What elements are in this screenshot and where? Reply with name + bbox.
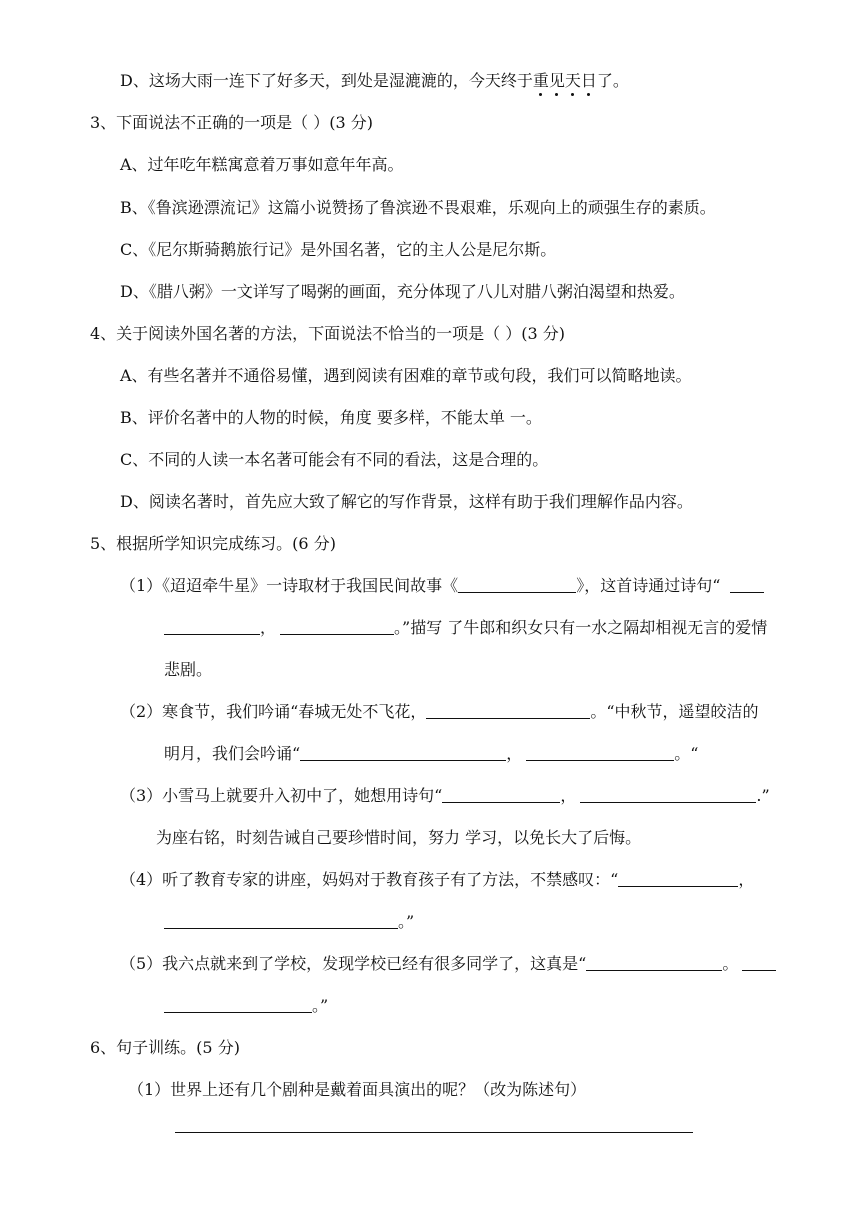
q5-item-5 — [120, 954, 776, 974]
q5-item-1-cont — [164, 618, 767, 638]
q5-item-1-end: 悲剧。 — [164, 660, 213, 679]
q4-option-d: D、阅读名著时，首先应大致了解它的写作背景，这样有助于我们理解作品内容。 — [120, 492, 693, 511]
q5-item-4-text: （4）听了教育专家的讲座，妈妈对于教育孩子有了方法，不禁感叹：“ — [120, 870, 619, 889]
fill-blank[interactable] — [586, 954, 722, 971]
emphasis-char: 日 — [580, 71, 597, 90]
q5-item-1-text: （1）《迢迢牵牛星》一诗取材于我国民间故事《 — [120, 576, 459, 595]
q3-option-a: A、过年吃年糕寓意着万事如意年年高。 — [120, 155, 404, 174]
q4-option-c: C、不同的人读一本名著可能会有不同的看法，这是合理的。 — [120, 450, 549, 469]
fill-blank[interactable] — [280, 618, 394, 635]
fill-blank[interactable] — [580, 786, 756, 803]
q3-option-c: C、《尼尔斯骑鹅旅行记》是外国名著，它的主人公是尼尔斯。 — [120, 240, 557, 259]
q4-option-a: A、有些名著并不通俗易懂，遇到阅读有困难的章节或句段，我们可以简略地读。 — [120, 366, 692, 385]
fill-blank[interactable] — [458, 576, 576, 593]
fill-blank[interactable] — [730, 576, 764, 593]
q5-item-2-text: 。“中秋节，遥望皎洁的 — [590, 702, 759, 721]
q6-item-1: （1）世界上还有几个剧种是戴着面具演出的呢？（改为陈述句） — [128, 1080, 587, 1099]
emphasis-char: 见 — [548, 71, 565, 90]
q5-item-1 — [120, 576, 764, 596]
q5-item-1-text: ， — [260, 618, 277, 637]
q5-item-3-text: .” — [756, 786, 770, 805]
q5-item-5-text: 。 — [722, 954, 739, 973]
q3-option-d: D、《腊八粥》一文详写了喝粥的画面，充分体现了八儿对腊八粥泊渴望和热爱。 — [120, 282, 685, 301]
q5-item-3 — [120, 786, 770, 806]
answer-line[interactable] — [175, 1132, 693, 1133]
q5-item-3-cont: 为座右铭，时刻告诫自己要珍惜时间，努力 学习，以免长大了后悔。 — [156, 828, 642, 847]
q5-item-1-text: 。”描写 了牛郎和织女只有一水之隔却相视无言的爱情 — [394, 618, 768, 637]
q5-item-2-cont — [164, 744, 698, 764]
q5-item-2-text: （2）寒食节，我们吟诵“春城无处不飞花， — [120, 702, 427, 721]
q5-item-2-text: 。“ — [674, 744, 699, 763]
fill-blank[interactable] — [442, 786, 560, 803]
fill-blank[interactable] — [526, 744, 674, 761]
q6-stem: 6、句子训练。(5 分) — [90, 1038, 240, 1057]
q2-option-d-text: D、这场大雨一连下了好多天，到处是湿漉漉的，今天终于 — [120, 71, 533, 90]
q5-item-4 — [120, 870, 754, 890]
q5-stem: 5、根据所学知识完成练习。(6 分) — [90, 534, 336, 553]
fill-blank[interactable] — [618, 870, 738, 887]
q5-item-3-text: ， — [560, 786, 577, 805]
q5-item-2-text: ， — [506, 744, 523, 763]
q3-option-b: B、《鲁滨逊漂流记》这篇小说赞扬了鲁滨逊不畏艰难，乐观向上的顽强生存的素质。 — [120, 198, 716, 217]
q5-item-5-cont — [164, 996, 328, 1016]
fill-blank[interactable] — [426, 702, 590, 719]
q4-option-b: B、评价名著中的人物的时候，角度 要多样，不能太单 一。 — [120, 408, 542, 427]
fill-blank[interactable] — [164, 996, 312, 1013]
q5-item-3-text: （3）小雪马上就要升入初中了，她想用诗句“ — [120, 786, 443, 805]
q5-item-4-text: ， — [738, 870, 755, 889]
q5-item-5-text: 。” — [312, 996, 329, 1015]
emphasis-char: 重 — [532, 71, 549, 90]
q5-item-2-text: 明月，我们会吟诵“ — [164, 744, 301, 763]
q4-stem: 4、关于阅读外国名著的方法，下面说法不恰当的一项是（ ）(3 分) — [90, 324, 566, 343]
fill-blank[interactable] — [742, 954, 776, 971]
q3-stem: 3、下面说法不正确的一项是（ ）(3 分) — [90, 113, 374, 132]
fill-blank[interactable] — [300, 744, 506, 761]
fill-blank[interactable] — [164, 912, 398, 929]
q5-item-4-text: 。” — [398, 912, 415, 931]
q2-option-d — [120, 71, 629, 91]
q2-option-d-end: 了。 — [596, 71, 629, 90]
q5-item-4-cont — [164, 912, 414, 932]
q5-item-2 — [120, 702, 759, 722]
q5-item-1-text: 》，这首诗通过诗句“ — [576, 576, 721, 595]
fill-blank[interactable] — [164, 618, 260, 635]
emphasis-char: 天 — [564, 71, 581, 90]
q5-item-5-text: （5）我六点就来到了学校，发现学校已经有很多同学了，这真是“ — [120, 954, 587, 973]
